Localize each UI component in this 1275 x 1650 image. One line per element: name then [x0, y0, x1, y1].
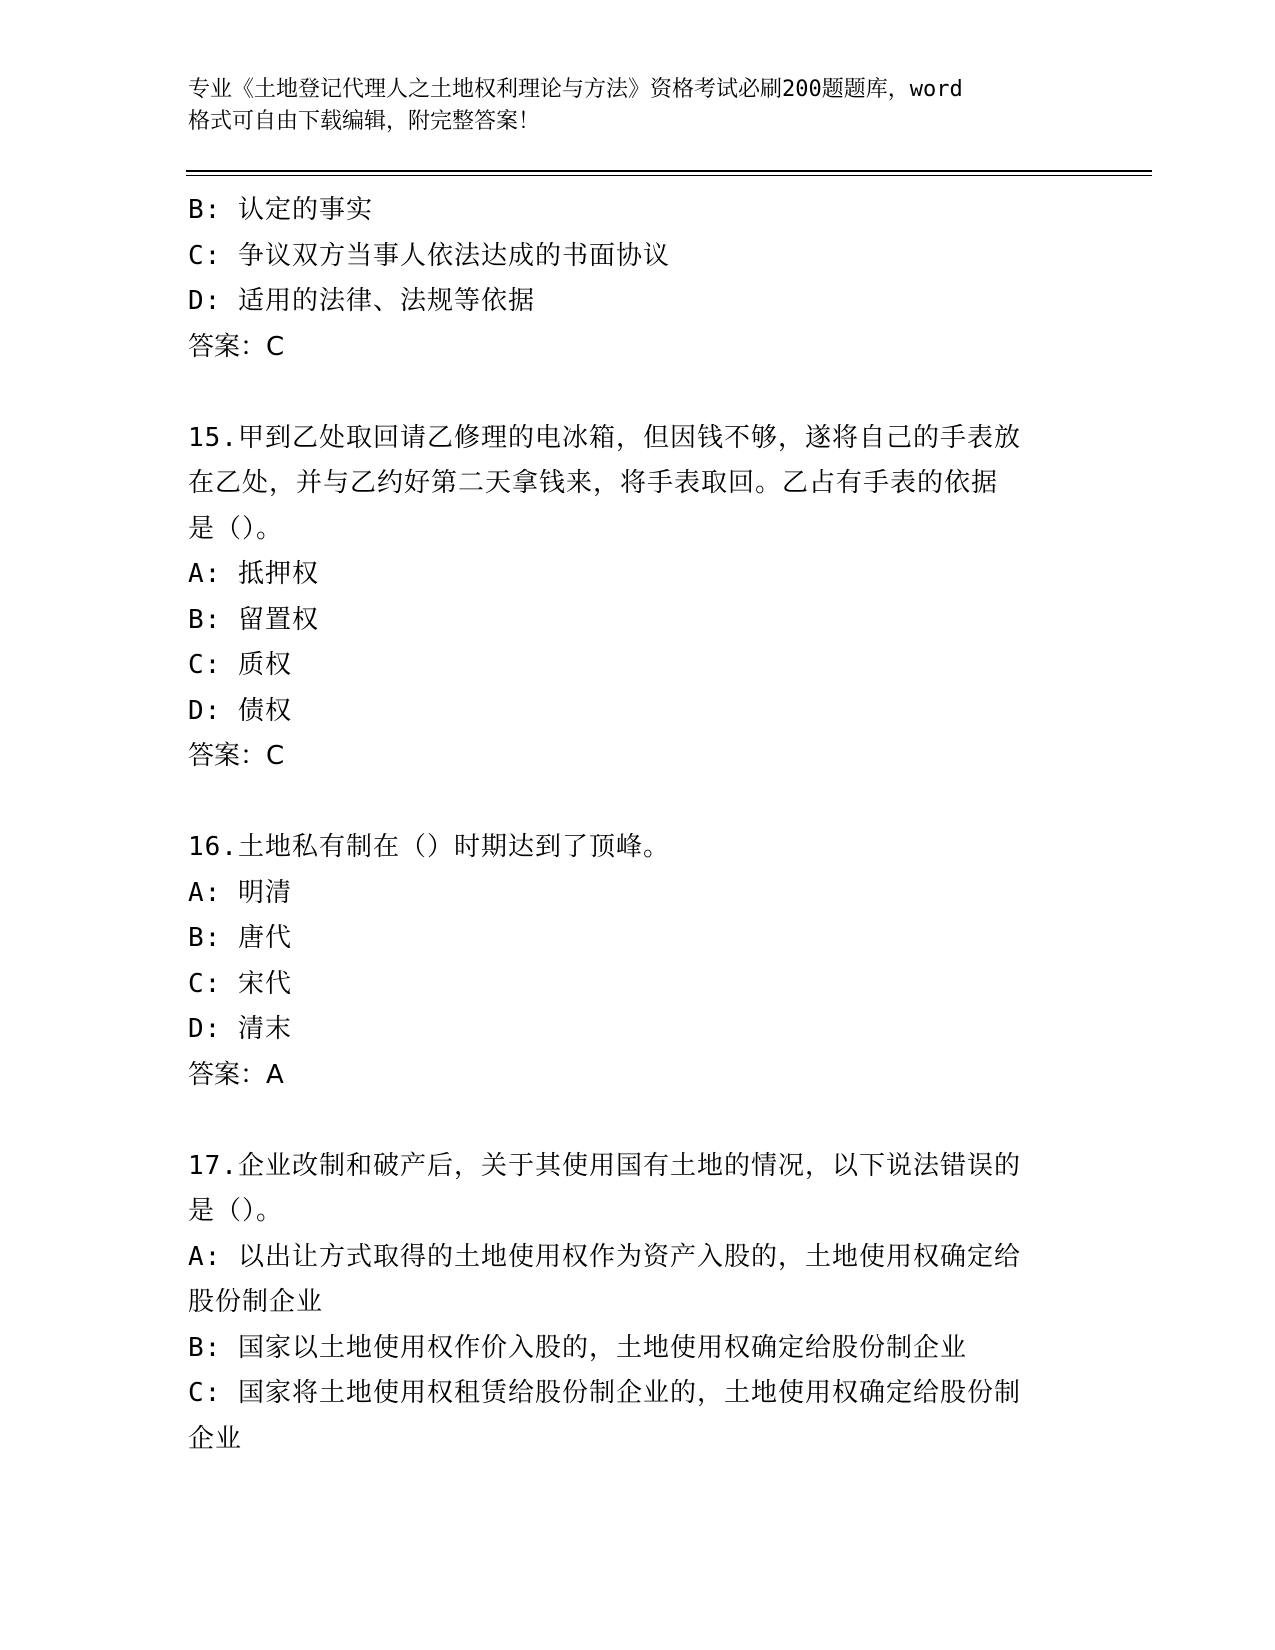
- option-c: C: 国家将土地使用权租赁给股份制企业的，土地使用权确定给股份制: [188, 1378, 1021, 1408]
- question-14-remainder: [188, 188, 1088, 370]
- answer: 答案：C: [188, 741, 285, 771]
- option-c: C: 争议双方当事人依法达成的书面协议: [188, 240, 670, 271]
- option-b: B: 留置权: [188, 604, 319, 635]
- option-b: B: 认定的事实: [188, 195, 373, 225]
- option-c: C: 宋代: [188, 968, 292, 999]
- question-text-line: 16.土地私有制在（）时期达到了顶峰。: [188, 832, 670, 862]
- option-a: A: 抵押权: [188, 559, 319, 589]
- answer: 答案：C: [188, 331, 285, 362]
- header-title-line-2: 格式可自由下载编辑，附完整答案！: [188, 109, 541, 134]
- header-rule-top: [186, 170, 1152, 172]
- spacer: [188, 780, 1088, 826]
- option-c: C: 质权: [188, 650, 292, 680]
- header-title-line-1: 专业《土地登记代理人之土地权利理论与方法》资格考试必刷200题题库，word: [188, 77, 963, 102]
- question-text-line: 15.甲到乙处取回请乙修理的电冰箱，但因钱不够，遂将自己的手表放: [188, 422, 1021, 453]
- header-rule-bottom: [186, 175, 1152, 176]
- option-a: A: 明清: [188, 877, 292, 908]
- spacer: [188, 370, 1088, 416]
- question-text-line: 是（）。: [188, 1196, 284, 1226]
- question-text-line: 是（）。: [188, 513, 284, 544]
- option-b: B: 国家以土地使用权作价入股的，土地使用权确定给股份制企业: [188, 1332, 967, 1363]
- document-header: [188, 74, 1068, 138]
- option-c-continued: 企业: [188, 1423, 243, 1454]
- question-16: [188, 825, 1088, 1098]
- question-17: [188, 1144, 1088, 1463]
- answer: 答案：A: [188, 1059, 284, 1090]
- option-a-continued: 股份制企业: [188, 1287, 324, 1317]
- option-d: D: 债权: [188, 695, 292, 726]
- option-b: B: 唐代: [188, 923, 292, 953]
- question-text-line: 在乙处，并与乙约好第二天拿钱来，将手表取回。乙占有手表的依据: [188, 468, 999, 498]
- question-list: [188, 188, 1088, 1462]
- option-a: A: 以出让方式取得的土地使用权作为资产入股的，土地使用权确定给: [188, 1241, 1021, 1272]
- question-15: [188, 416, 1088, 780]
- question-text-line: 17.企业改制和破产后，关于其使用国有土地的情况，以下说法错误的: [188, 1150, 1021, 1181]
- spacer: [188, 1098, 1088, 1144]
- option-d: D: 适用的法律、法规等依据: [188, 286, 535, 316]
- option-d: D: 清末: [188, 1014, 292, 1044]
